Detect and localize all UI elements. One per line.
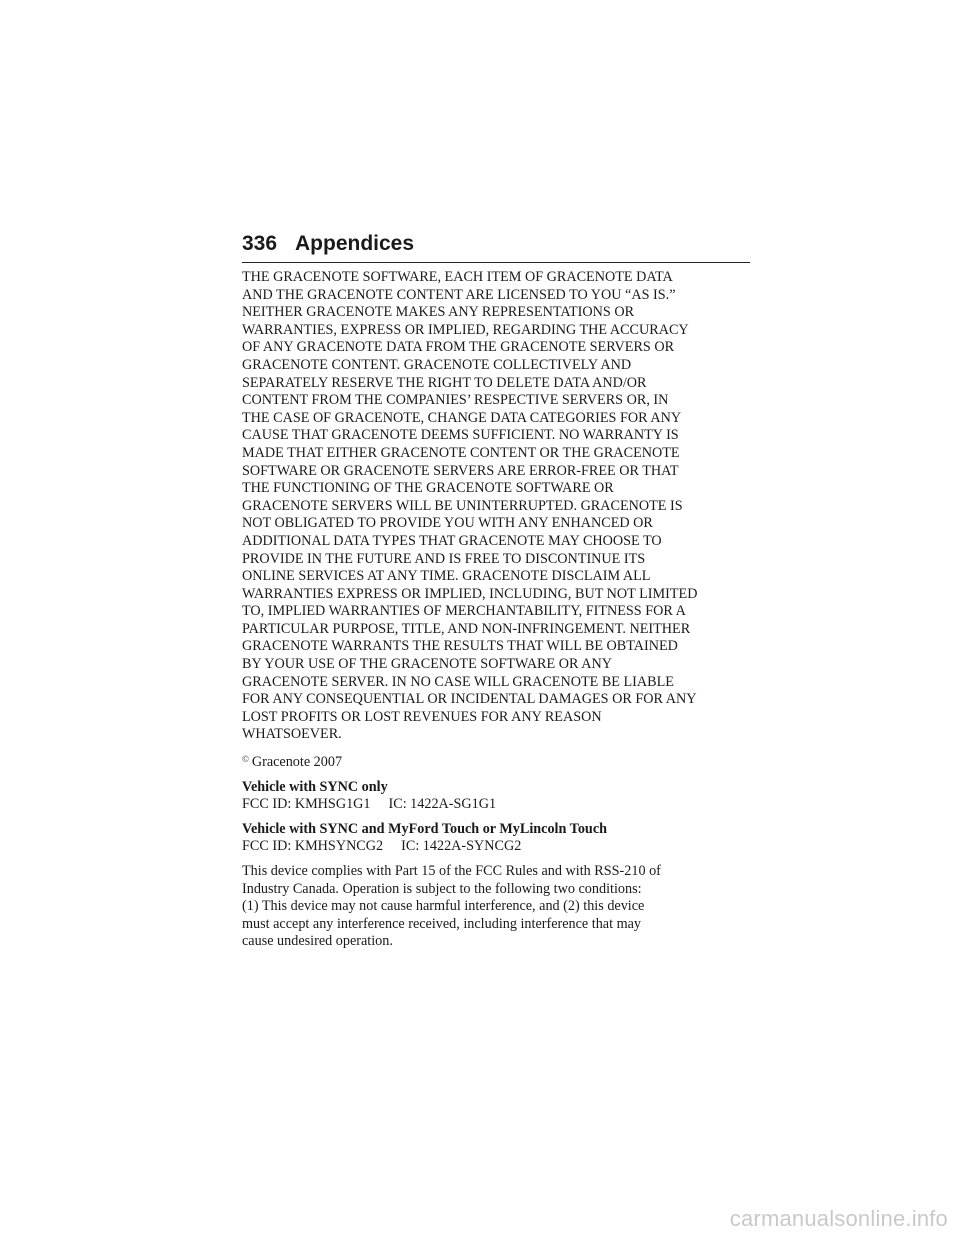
gracenote-disclaimer	[242, 269, 748, 744]
disclaimer-line: SEPARATELY RESERVE THE RIGHT TO DELETE DATA AND/OR	[242, 374, 647, 391]
compliance-line: cause undesired operation.	[242, 933, 393, 950]
disclaimer-line: NEITHER GRACENOTE MAKES ANY REPRESENTATIONS OR	[242, 304, 635, 321]
copyright-symbol: ©	[242, 754, 249, 765]
disclaimer-line: GRACENOTE SERVERS WILL BE UNINTERRUPTED. GRACENOTE IS	[242, 497, 683, 514]
copyright-text: Gracenote 2007	[251, 754, 343, 771]
sync-only-ids	[242, 796, 748, 814]
disclaimer-line: LOST PROFITS OR LOST REVENUES FOR ANY REASON	[242, 708, 602, 725]
disclaimer-line: THE CASE OF GRACENOTE, CHANGE DATA CATEGORIES FOR ANY	[242, 409, 682, 426]
disclaimer-line: NOT OBLIGATED TO PROVIDE YOU WITH ANY ENHANCED OR	[242, 515, 653, 532]
section-title: Appendices	[295, 232, 415, 255]
disclaimer-line: MADE THAT EITHER GRACENOTE CONTENT OR THE GRACENOTE	[242, 444, 680, 461]
page-header	[242, 230, 750, 263]
disclaimer-line: THE FUNCTIONING OF THE GRACENOTE SOFTWARE OR	[242, 480, 614, 497]
disclaimer-line: WARRANTIES EXPRESS OR IMPLIED, INCLUDING, BUT NOT LIMITED	[242, 585, 698, 602]
fcc-compliance-statement	[242, 863, 748, 951]
disclaimer-line: GRACENOTE WARRANTS THE RESULTS THAT WILL BE OBTAINED	[242, 638, 678, 655]
sync-myford-block	[242, 821, 748, 856]
disclaimer-line: ONLINE SERVICES AT ANY TIME. GRACENOTE DISCLAIM ALL	[242, 568, 651, 585]
disclaimer-line: SOFTWARE OR GRACENOTE SERVERS ARE ERROR-FREE OR THAT	[242, 462, 679, 479]
page-number: 336	[242, 232, 278, 255]
disclaimer-line: PARTICULAR PURPOSE, TITLE, AND NON-INFRINGEMENT. NEITHER	[242, 620, 691, 637]
disclaimer-line: BY YOUR USE OF THE GRACENOTE SOFTWARE OR ANY	[242, 656, 612, 673]
sync-myford-ids	[242, 838, 748, 856]
disclaimer-line: AND THE GRACENOTE CONTENT ARE LICENSED TO YOU “AS IS.”	[242, 286, 676, 303]
disclaimer-line: GRACENOTE CONTENT. GRACENOTE COLLECTIVELY AND	[242, 356, 632, 373]
disclaimer-line: GRACENOTE SERVER. IN NO CASE WILL GRACENOTE BE LIABLE	[242, 673, 674, 690]
disclaimer-line: CONTENT FROM THE COMPANIES’ RESPECTIVE SERVERS OR, IN	[242, 392, 669, 409]
disclaimer-line: FOR ANY CONSEQUENTIAL OR INCIDENTAL DAMAGES OR FOR ANY	[242, 691, 697, 708]
copyright-notice	[242, 751, 748, 772]
disclaimer-line: PROVIDE IN THE FUTURE AND IS FREE TO DISCONTINUE ITS	[242, 550, 646, 567]
disclaimer-line: WHATSOEVER.	[242, 726, 342, 743]
compliance-line: Industry Canada. Operation is subject to the following two conditions:	[242, 880, 642, 897]
disclaimer-line: TO, IMPLIED WARRANTIES OF MERCHANTABILITY, FITNESS FOR A	[242, 603, 686, 620]
sync-myford-ic: IC: 1422A-SYNCG2	[401, 838, 522, 855]
sync-only-heading: Vehicle with SYNC only	[242, 778, 388, 795]
sync-only-fcc-id: FCC ID: KMHSG1G1	[242, 796, 371, 813]
page-content	[242, 269, 748, 958]
site-watermark: carmanualsonline.info	[729, 1206, 948, 1231]
sync-only-block	[242, 779, 748, 814]
compliance-line: must accept any interference received, including interference that may	[242, 915, 642, 932]
compliance-line: This device complies with Part 15 of the FCC Rules and with RSS-210 of	[242, 863, 661, 879]
disclaimer-line: WARRANTIES, EXPRESS OR IMPLIED, REGARDING THE ACCURACY	[242, 321, 689, 338]
disclaimer-line: OF ANY GRACENOTE DATA FROM THE GRACENOTE SERVERS OR	[242, 339, 675, 356]
disclaimer-line: ADDITIONAL DATA TYPES THAT GRACENOTE MAY CHOOSE TO	[242, 532, 662, 549]
disclaimer-line: THE GRACENOTE SOFTWARE, EACH ITEM OF GRACENOTE DATA	[242, 269, 673, 285]
sync-only-ic: IC: 1422A-SG1G1	[388, 796, 497, 813]
sync-myford-heading: Vehicle with SYNC and MyFord Touch or MyLincoln Touch	[242, 820, 608, 837]
sync-myford-fcc-id: FCC ID: KMHSYNCG2	[242, 838, 384, 855]
compliance-line: (1) This device may not cause harmful interference, and (2) this device	[242, 898, 645, 915]
disclaimer-line: CAUSE THAT GRACENOTE DEEMS SUFFICIENT. NO WARRANTY IS	[242, 427, 679, 444]
